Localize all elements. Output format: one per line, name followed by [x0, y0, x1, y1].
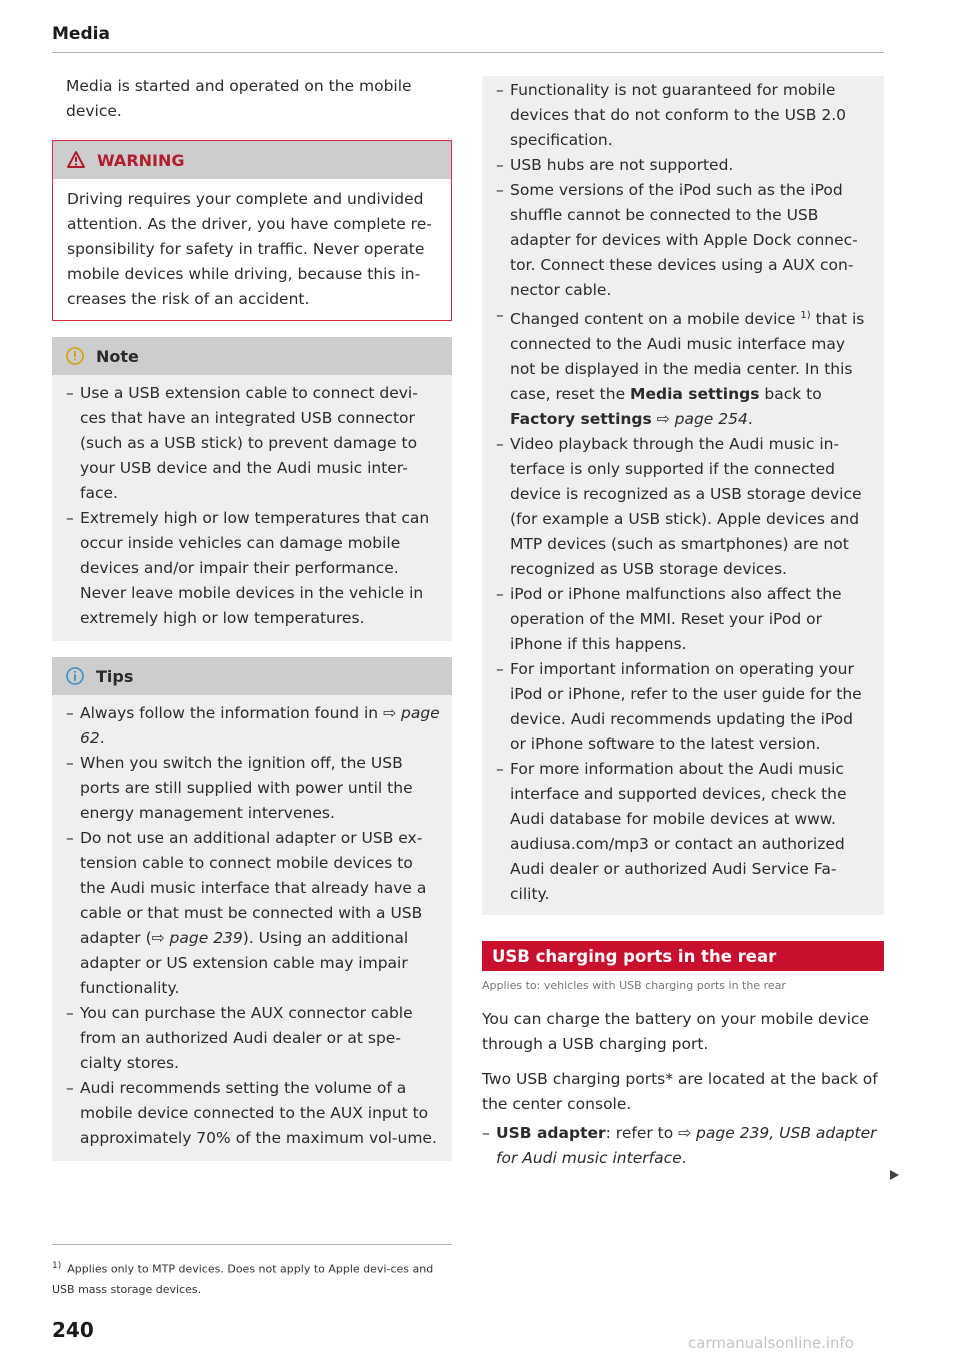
list-item: – For more information about the Audi music interface and supported devices, check the Audi database for mobile devices at www. audiusa.com/mp3 or contact an authorized Audi dealer or authorized Audi Service Fa-cility.	[496, 757, 870, 907]
list-item: – For important information on operating your iPod or iPhone, refer to the user guide for the device. Audi recommends updating the iPod or iPhone software to the latest version.	[496, 657, 870, 757]
left-column	[52, 74, 452, 1161]
note-item: – Use a USB extension cable to connect devi-ces that have an integrated USB connector (such as a USB stick) to prevent damage to your USB device and the Audi music inter-face.	[66, 381, 442, 506]
watermark: carmanualsonline.info	[688, 1334, 854, 1352]
list-item: – Video playback through the Audi music in-terface is only supported if the connected device is recognized as a USB storage device (for example a USB stick). Apple devices and MTP devices (such as smartphones) are not recognized as USB storage devices.	[496, 432, 870, 582]
list-item: – iPod or iPhone malfunctions also affect the operation of the MMI. Reset your iPod or iPhone if this happens.	[496, 582, 870, 657]
intro-paragraph: Media is started and operated on the mobile device.	[66, 77, 412, 120]
continued-tips-box	[482, 76, 884, 915]
tips-item: – When you switch the ignition off, the USB ports are still supplied with power until the energy management intervenes.	[66, 751, 442, 826]
list-item-text: Changed content on a mobile device	[510, 310, 796, 329]
footnote-marker: 1)	[800, 310, 811, 321]
list-item-text: that is connected to the Audi music interface may not be displayed in the media center. In this case, reset the	[510, 310, 865, 404]
page-header-title: Media	[52, 24, 110, 44]
warning-triangle-icon	[67, 151, 85, 169]
page-number: 240	[52, 1318, 94, 1342]
page-ref-link[interactable]: ⇨ page 62	[80, 704, 440, 747]
list-item: – Functionality is not guaranteed for mobile devices that do not conform to the USB 2.0 specification.	[496, 78, 870, 153]
body-paragraph: Two USB charging ports* are located at the back of the center console.	[482, 1070, 878, 1114]
note-header	[52, 337, 452, 375]
tips-item-text: ). Using an additional adapter or US extension cable may impair functionality.	[80, 929, 409, 997]
list-item-text: back to	[759, 385, 822, 404]
header-divider	[52, 52, 884, 53]
warning-text: Driving requires your complete and undivided attention. As the driver, you have complete re-sponsibility for safety in traffic. Never operate mobile devices while driving, because this in-creases the risk of an accident.	[67, 190, 432, 308]
list-item	[496, 303, 870, 432]
note-exclamation-icon	[66, 347, 84, 365]
term-label: USB adapter	[496, 1124, 606, 1143]
page-ref-link[interactable]: ⇨ page 239	[151, 929, 243, 947]
right-column	[482, 76, 884, 1171]
note-box	[52, 337, 452, 641]
footnote-text: Applies only to MTP devices. Does not apply to Apple devi-ces and USB mass storage devices.	[52, 1262, 434, 1296]
note-title: Note	[96, 346, 139, 366]
list-item: – Some versions of the iPod such as the iPod shuffle cannot be connected to the USB adapter for devices with Apple Dock connec-tor. Connect these devices using a AUX con-nector cable.	[496, 178, 870, 303]
tips-item-text: .	[99, 729, 105, 747]
tips-header	[52, 657, 452, 695]
warning-box	[52, 140, 452, 321]
section-heading: USB charging ports in the rear	[482, 941, 884, 971]
list-item-text: .	[681, 1149, 687, 1168]
tips-item-text: Always follow the information found in	[80, 704, 379, 722]
tips-item	[66, 701, 442, 751]
page-ref-link[interactable]: ⇨ page 254	[651, 410, 748, 429]
menu-setting-name: Factory settings	[510, 410, 652, 429]
tips-title: Tips	[96, 666, 134, 686]
warning-title: WARNING	[97, 150, 185, 170]
tips-info-icon	[66, 667, 84, 685]
list-item: – USB hubs are not supported.	[496, 153, 870, 178]
tips-item-text: Do not use an additional adapter or USB ex-tension cable to connect mobile devices to the Audi music interface that already have a cable or that must be connected with a USB adapter (	[80, 829, 427, 947]
tips-item: – You can purchase the AUX connector cable from an authorized Audi dealer or at spe-cialty stores.	[66, 1001, 442, 1076]
warning-header	[53, 141, 451, 179]
footnote	[52, 1256, 452, 1300]
tips-item: – Audi recommends setting the volume of a mobile device connected to the AUX input to approximately 70% of the maximum vol-ume.	[66, 1076, 442, 1151]
page-ref-link[interactable]: ⇨ page 239, USB adapter for Audi music interface	[496, 1124, 877, 1168]
tips-item	[66, 826, 442, 1001]
applies-to-note: Applies to: vehicles with USB charging ports in the rear	[482, 979, 786, 993]
continue-arrow-icon	[890, 1170, 899, 1180]
list-item	[482, 1121, 884, 1171]
footnote-mark: 1)	[52, 1261, 62, 1271]
body-paragraph: You can charge the battery on your mobile device through a USB charging port.	[482, 1010, 869, 1054]
menu-setting-name: Media settings	[630, 385, 760, 404]
footnote-divider	[52, 1244, 452, 1245]
list-item-text: : refer to	[605, 1124, 679, 1143]
note-item: – Extremely high or low temperatures that can occur inside vehicles can damage mobile devices and/or impair their performance. Never leave mobile devices in the vehicle in extremely high or low temperatures.	[66, 506, 442, 631]
list-item-text: .	[747, 410, 753, 429]
tips-box	[52, 657, 452, 1161]
